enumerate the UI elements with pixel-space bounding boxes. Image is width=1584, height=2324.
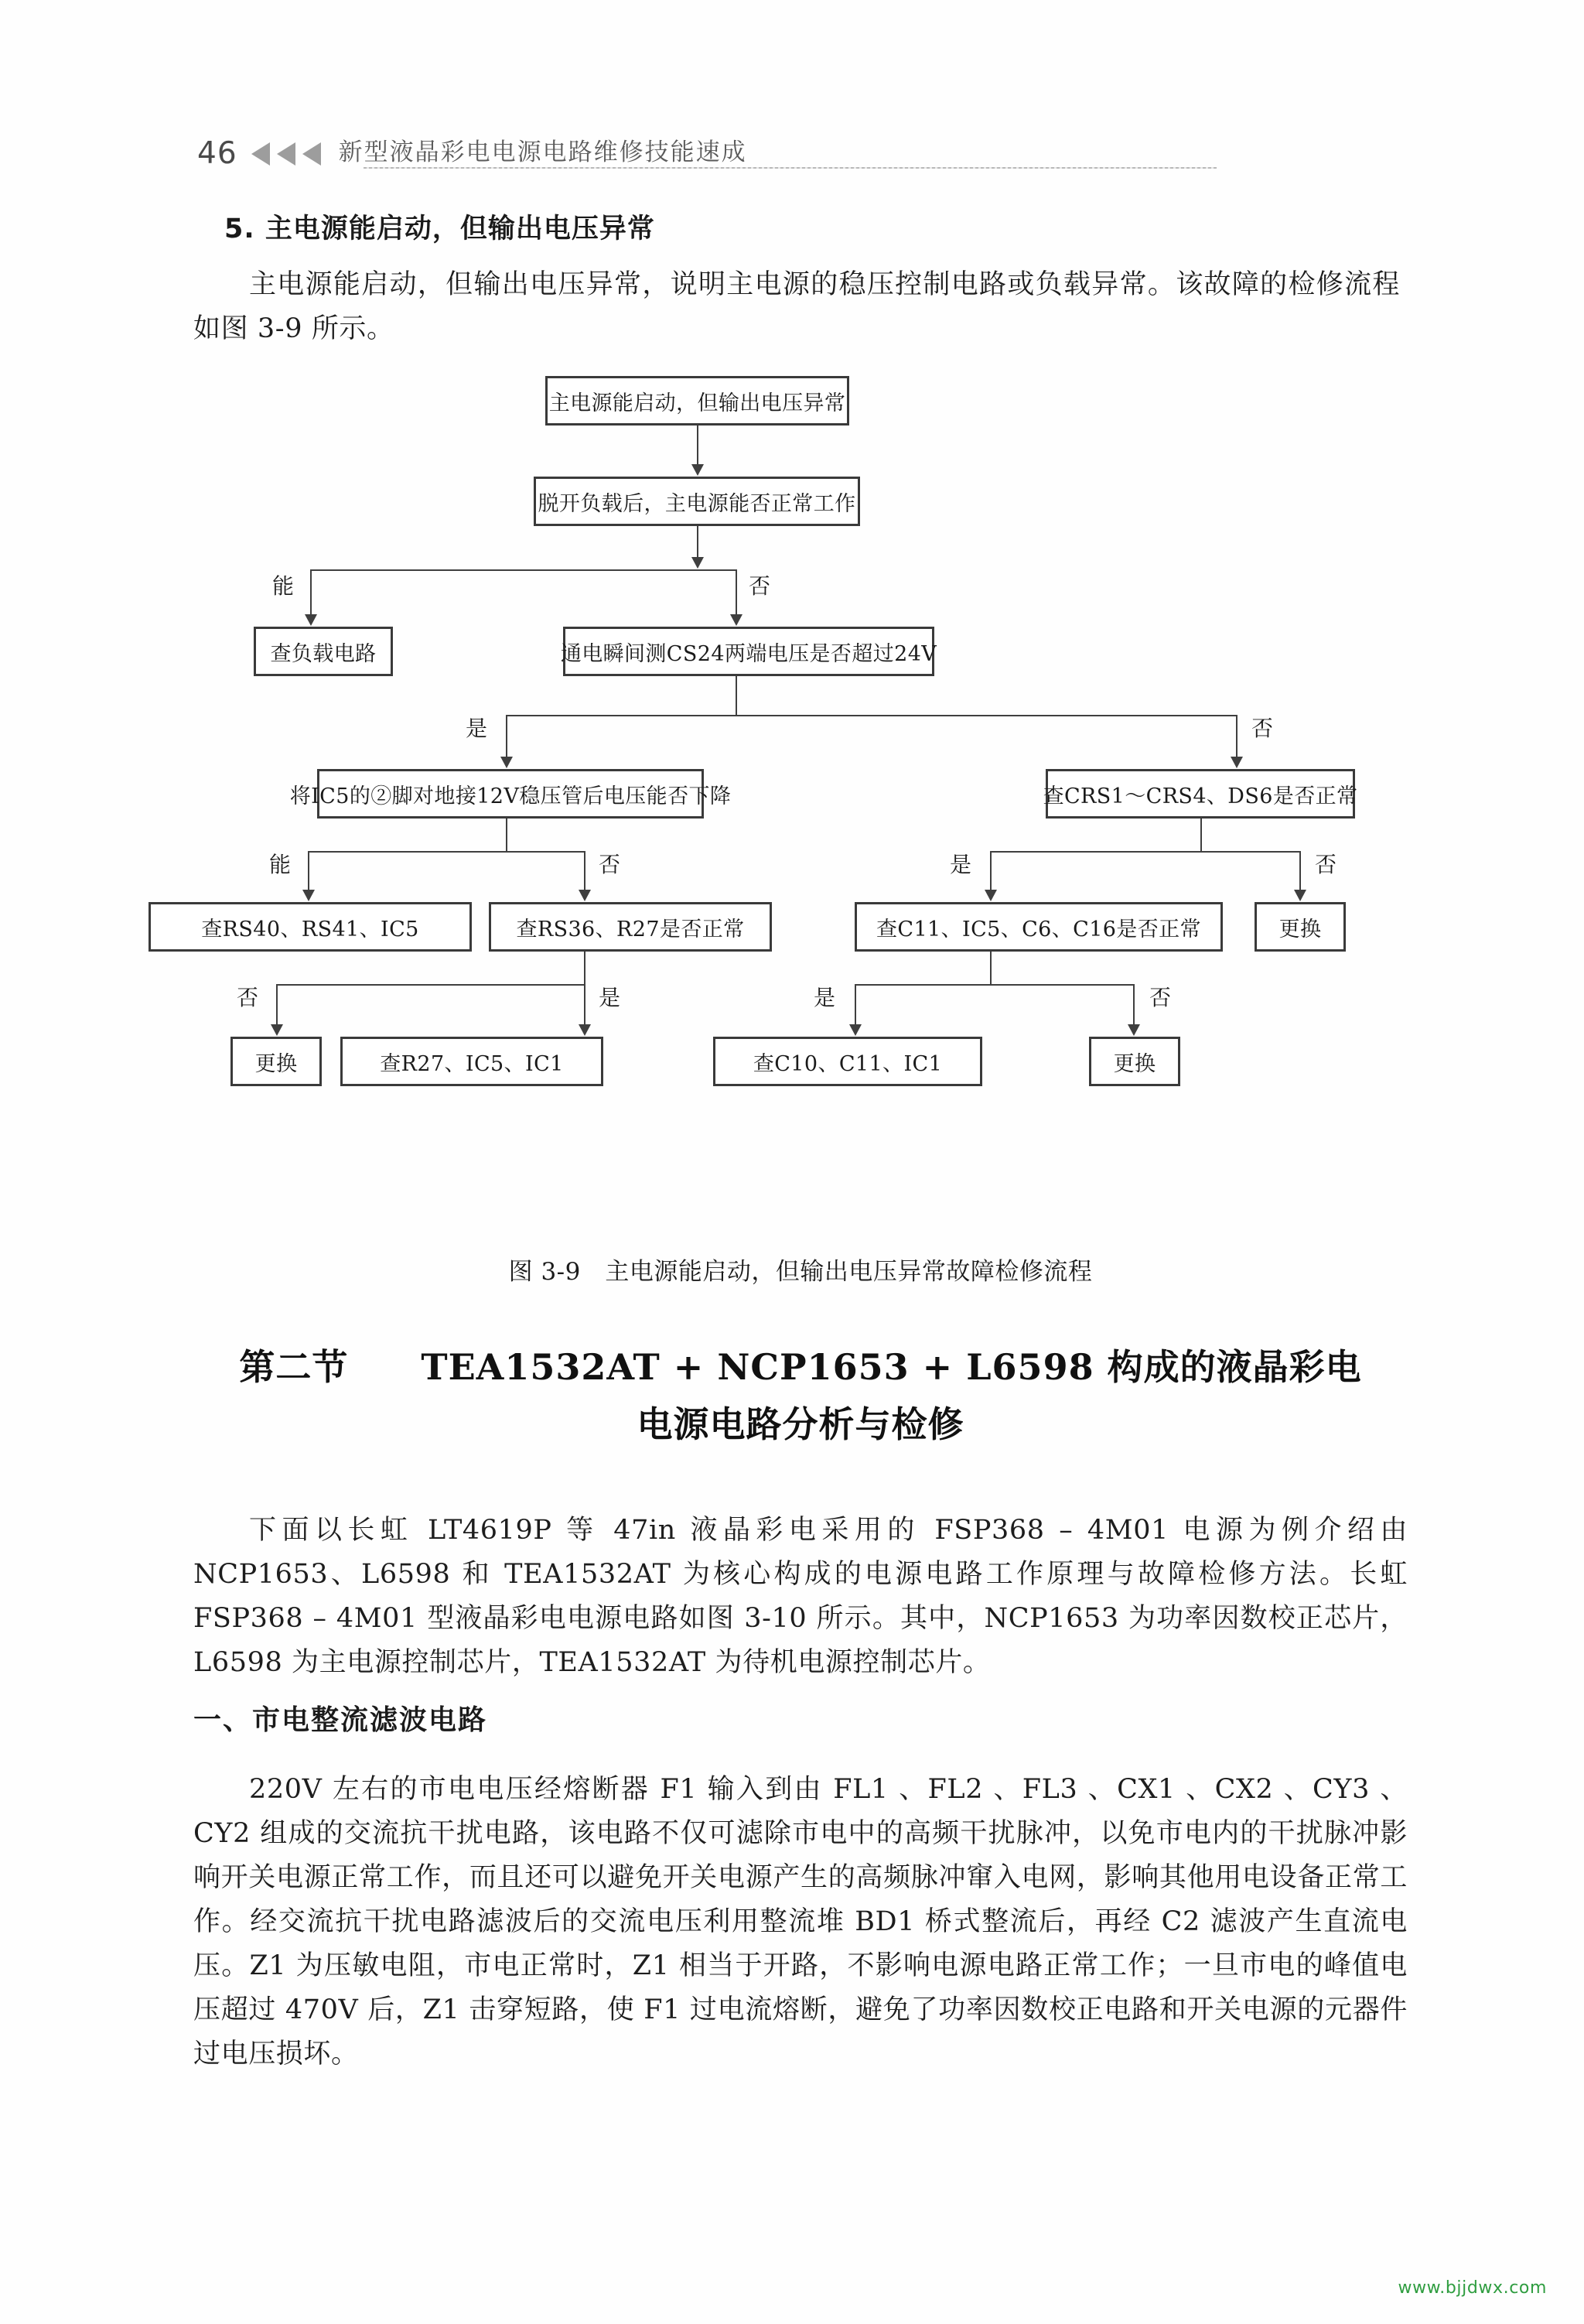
flow-edge-label: 否 [1251,716,1274,741]
flow-edge [308,851,584,853]
flow-edge [990,952,992,984]
header-rule [364,167,1217,169]
flow-edge-label: 是 [466,716,488,741]
flow-arrow-icon [691,557,704,569]
site-watermark: www.bjjdwx.com [1398,2278,1547,2298]
flow-node-decision-3: 将IC5的②脚对地接12V稳压管后电压能否下降 [317,769,704,819]
flow-arrow-icon [691,464,704,476]
flow-node-replace-3: 更换 [1089,1037,1180,1086]
flow-edge [1200,819,1202,851]
flow-edge-label: 能 [272,573,295,599]
paragraph-section-2-intro: 下面以长虹 LT4619P 等 47in 液晶彩电采用的 FSP368 – 4M01 电源为例介绍由 NCP1653、L6598 和 TEA1532AT 为核心构成的电源电路工作原理与故障检修方法。长虹 FSP368 – 4M01 型液晶彩电电源电路如图 3-10 所示。其中，NCP1653 为功率因数校正芯片，L6598 为主电源控制芯片，TEA1532AT 为待机电源控制芯片。 [193,1515,1408,1678]
flow-edge [736,676,737,715]
flow-arrow-icon [1231,757,1243,768]
flow-node-check-c10: 查C10、C11、IC1 [713,1037,982,1086]
flow-node-start: 主电源能启动，但输出电压异常 [545,376,849,425]
flow-edge [276,984,585,986]
flow-edge-label: 否 [1149,985,1172,1010]
flow-edge-label: 否 [749,573,771,599]
left-triangle-icon [251,142,270,166]
page-number: 46 [197,136,237,171]
flow-node-check-r27: 查R27、IC5、IC1 [340,1037,603,1086]
left-triangle-icon [277,142,295,166]
flow-edge-label: 是 [599,985,621,1010]
flow-arrow-icon [500,757,513,768]
paragraph-section-5: 主电源能启动，但输出电压异常，说明主电源的稳压控制电路或负载异常。该故障的检修流程如图 3-9 所示。 [193,269,1400,344]
flow-node-replace-1: 更换 [1255,902,1346,952]
flow-node-decision-4: 查CRS1～CRS4、DS6是否正常 [1046,769,1355,819]
flow-edge-label: 否 [237,985,259,1010]
section-heading-line-1: 第二节 TEA1532AT + NCP1653 + L6598 构成的液晶彩电 [239,1346,1362,1388]
flow-arrow-icon [271,1024,283,1036]
header-triangles [251,142,328,170]
flow-edge-label: 是 [950,852,972,877]
flow-arrow-icon [849,1024,862,1036]
flow-arrow-icon [579,890,591,901]
flow-edge [990,851,1299,853]
book-title: 新型液晶彩电电源电路维修技能速成 [338,138,747,166]
flow-edge [506,819,507,851]
flow-edge [506,715,1236,716]
flow-arrow-icon [730,614,742,626]
flow-edge-label: 否 [1315,852,1337,877]
flow-edge-label: 否 [599,852,621,877]
flow-arrow-icon [985,890,997,901]
flow-edge-label: 是 [814,985,836,1010]
flow-edge [310,569,737,571]
figure-caption: 图 3-9 主电源能启动，但输出电压异常故障检修流程 [508,1258,1093,1286]
left-triangle-icon [302,142,321,166]
section-heading-line-2: 电源电路分析与检修 [637,1403,964,1445]
flow-arrow-icon [1294,890,1306,901]
running-head [197,116,1404,170]
flow-node-decision-2: 通电瞬间测CS24两端电压是否超过24V [563,627,934,676]
flow-edge [584,952,585,984]
flow-node-check-rs40: 查RS40、RS41、IC5 [148,902,472,952]
flow-node-decision-5: 查RS36、R27是否正常 [489,902,772,952]
flow-edge-label: 能 [269,852,292,877]
flow-node-decision-6: 查C11、IC5、C6、C16是否正常 [855,902,1223,952]
flow-node-decision-1: 脱开负载后，主电源能否正常工作 [534,477,860,526]
heading-section-5: 5. 主电源能启动，但输出电压异常 [224,214,655,244]
flow-arrow-icon [302,890,315,901]
flow-node-replace-2: 更换 [230,1037,322,1086]
heading-subsection-1: 一、市电整流滤波电路 [193,1704,488,1736]
flow-arrow-icon [1128,1024,1140,1036]
section-heading [193,1338,1408,1453]
flow-node-check-load: 查负载电路 [254,627,393,676]
flow-arrow-icon [305,614,317,626]
paragraph-subsection-1: 220V 左右的市电电压经熔断器 F1 输入到由 FL1 、FL2 、FL3 、CX1 、CX2 、CY3 、CY2 组成的交流抗干扰电路，该电路不仅可滤除市电中的高频干扰脉冲，以免市电内的干扰脉冲影响开关电源正常工作，而且还可以避免开关电源产生的高频脉冲窜入电网，影响其他用电设备正常工作。经交流抗干扰电路滤波后的交流电压利用整流堆 BD1 桥式整流后，再经 C2 滤波产生直流电压。Z1 为压敏电阻，市电正常时，Z1 相当于开路，不影响电源电路正常工作；一旦市电的峰值电压超过 470V 后，Z1 击穿短路，使 F1 过电流熔断，避免了功率因数校正电路和开关电源的元器件过电压损坏。 [193,1774,1408,2069]
flow-arrow-icon [579,1024,591,1036]
flow-edge [855,984,1133,986]
flowchart-figure-3-9 [193,364,1408,1238]
